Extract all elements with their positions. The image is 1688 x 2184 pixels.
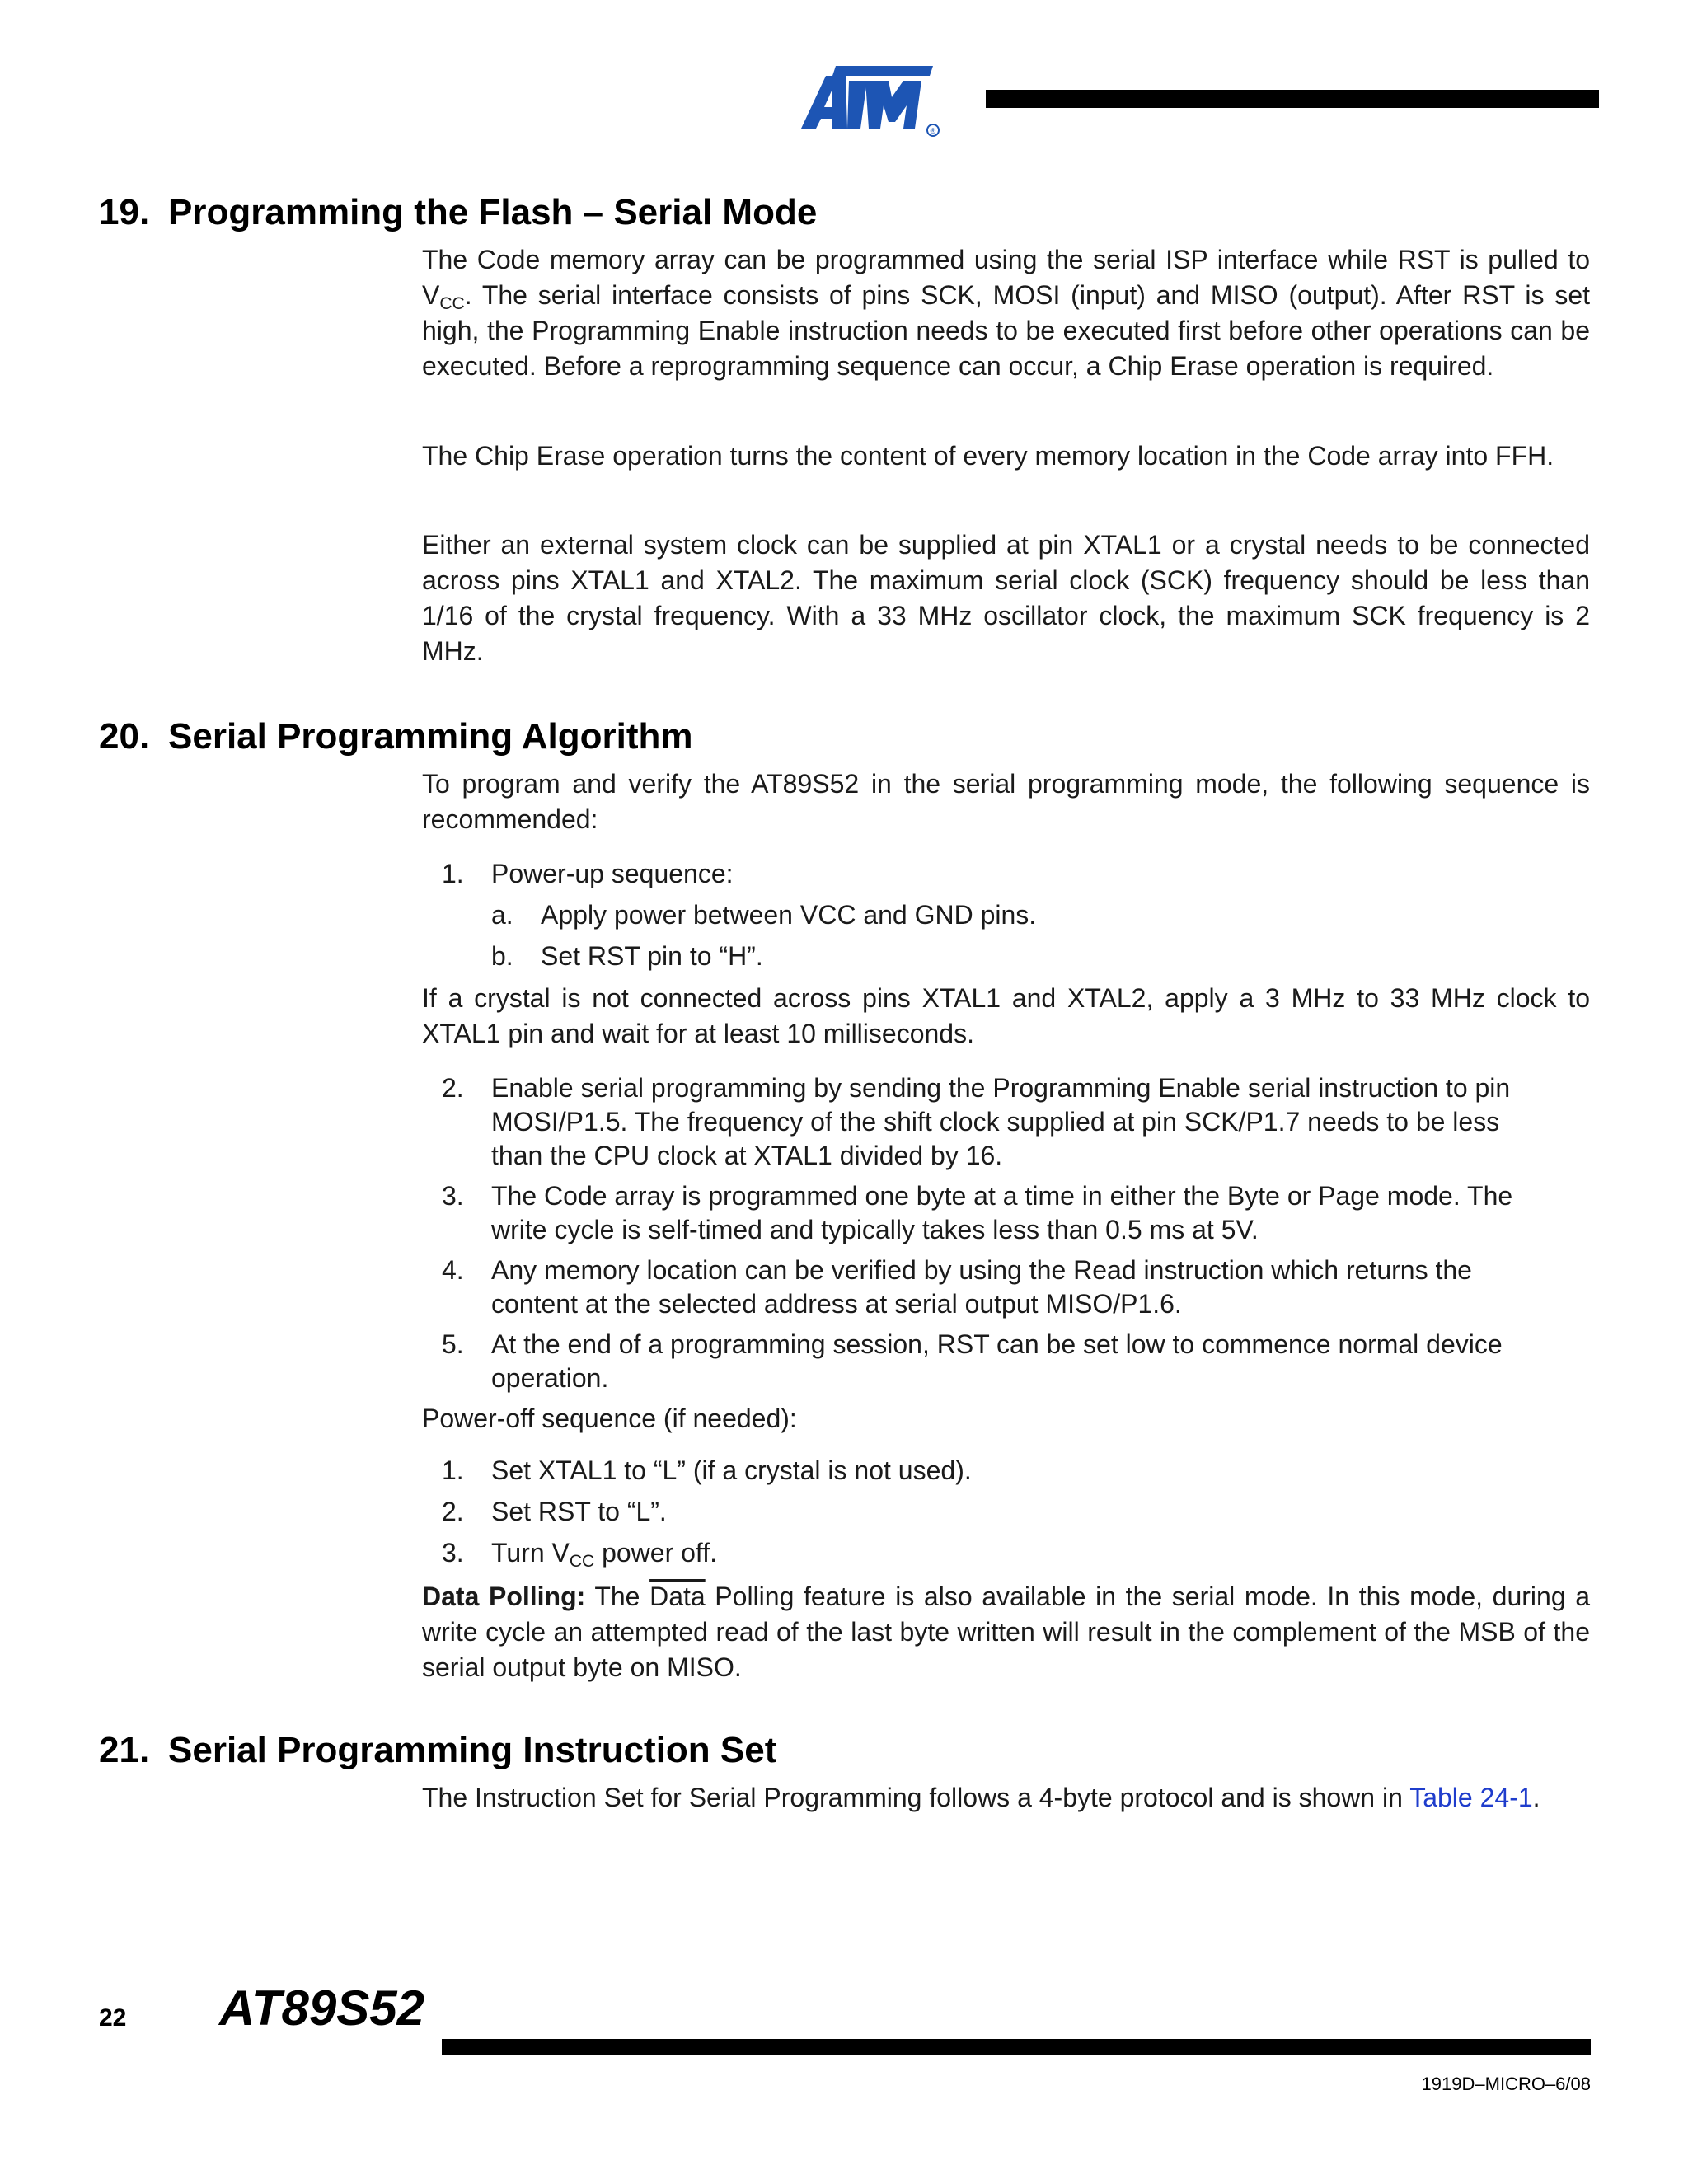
section-19-paragraph-3: Either an external system clock can be supplied at pin XTAL1 or a crystal needs to be connected across pins XTAL1 and XTAL2. The maximum serial clock (SCK) frequency should be less than 1/16 of the crystal frequency. With a 33 MHz oscillator clock, the maximum SCK frequency is 2 MHz. bbox=[422, 530, 1590, 666]
section-19-paragraph-1: The Code memory array can be programmed using the serial ISP interface while RST is pulled to $V_{CC}$. The serial interface consists of pins SCK, MOSI (input) and MISO (output). After RST is set high, the Programming Enable instruction needs to be executed first before other operations can be executed. Before a reprogramming sequence can occur, a Chip Erase operation is required. bbox=[422, 245, 1590, 381]
page-number: 22 bbox=[99, 2004, 127, 2032]
section-20-intro: To program and verify the AT89S52 in the serial programming mode, the following sequence is recommended: bbox=[422, 769, 1590, 834]
section-21-heading: 21. Serial Programming Instruction Set bbox=[99, 1730, 777, 1770]
svg-text:®: ® bbox=[930, 127, 936, 135]
power-off-title: Power-off sequence (if needed): bbox=[422, 1404, 797, 1433]
product-name: AT89S52 bbox=[219, 1980, 425, 2036]
atmel-logo bbox=[785, 59, 943, 138]
document-id: 1919D–MICRO–6/08 bbox=[1421, 2074, 1591, 2094]
table-24-1-link[interactable]: Table 24-1 bbox=[1409, 1783, 1533, 1812]
crystal-note: If a crystal is not connected across pins XTAL1 and XTAL2, apply a 3 MHz to 33 MHz clock to XTAL1 pin and wait for at least 10 milliseconds. bbox=[422, 983, 1590, 1048]
section-19-heading: 19. Programming the Flash – Serial Mode bbox=[99, 192, 818, 232]
footer-rule bbox=[442, 2039, 1591, 2055]
header-rule bbox=[986, 90, 1599, 108]
section-19-paragraph-2: The Chip Erase operation turns the content of every memory location in the Code array into FFH. bbox=[422, 441, 1554, 471]
section-21-paragraph: The Instruction Set for Serial Programming follows a 4-byte protocol and is shown in Table 24-1. bbox=[422, 1783, 1540, 1812]
data-polling-paragraph: Data Polling: The Data Polling feature is also available in the serial mode. In this mode, during a write cycle an attempted read of the last byte written will result in the complement of the MSB of the serial output byte on MISO. bbox=[422, 1582, 1591, 1682]
section-20-heading: 20. Serial Programming Algorithm bbox=[99, 716, 693, 757]
